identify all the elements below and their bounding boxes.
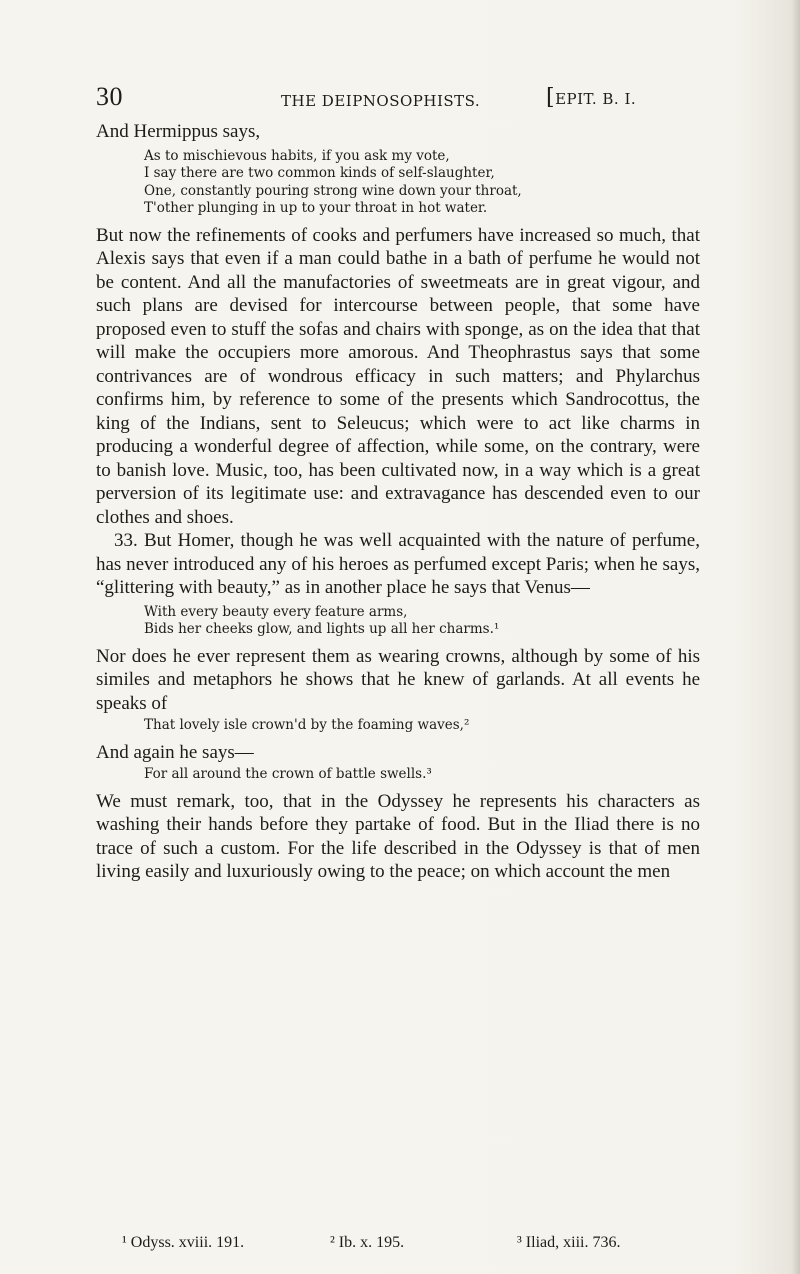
verse-line: As to mischievous habits, if you ask my vote, [144, 147, 450, 164]
verse-block [144, 717, 700, 735]
verse-line: Bids her cheeks glow, and lights up all her charms.¹ [144, 621, 500, 637]
verse-block [144, 148, 700, 218]
footnote: ¹ Odyss. xviii. 191. [122, 1234, 245, 1251]
body-text [96, 120, 700, 884]
verse-line: One, constantly pouring strong wine down your throat, [144, 182, 522, 199]
running-title: THE DEIPNOSOPHISTS. [281, 92, 481, 110]
paragraph: But now the refinements of cooks and perfumers have increased so much, that Alexis says that even if a man could bathe in a bath of perfume he would not be content. And all the manufactories of sweetmeats are in great vigour, and such plans are devised for intercourse between people, that some have proposed even to stuff the sofas and chairs with sponge, as on the idea that that will make the occupiers more amorous. And Theophrastus says that some contrivances are of wondrous efficacy in such matters; and Phylarchus confirms him, by reference to some of the presents which Sandrocottus, the king of the Indians, sent to Seleucus; which were to act like charms in producing a wonderful degree of affection, while some, on the contrary, were to banish love. Music, too, has been cultivated now, in a way which is a great perversion of its legitimate use: and extravagance has descended even to our clothes and shoes. [96, 224, 700, 528]
paragraph: And again he says— [96, 741, 254, 763]
verse-line: That lovely isle crown'd by the foaming waves,² [144, 717, 470, 733]
section-marker: [EPIT. B. I. [546, 85, 637, 110]
paragraph: 33. But Homer, though he was well acquainted with the nature of perfume, has never introduced any of his heroes as perfumed except Paris; when he says, “glittering with beauty,” as in another place he says that Venus— [96, 530, 700, 598]
verse-line: With every beauty every feature arms, [144, 603, 408, 620]
verse-line: For all around the crown of battle swells.³ [144, 766, 432, 782]
running-head [96, 82, 696, 111]
footnote: ³ Iliad, xiii. 736. [517, 1234, 621, 1251]
paragraph: And Hermippus says, [96, 121, 261, 142]
verse-line: I say there are two common kinds of self-slaughter, [144, 165, 495, 181]
page-number: 30 [96, 82, 123, 111]
footnote: ² Ib. x. 195. [330, 1234, 405, 1251]
verse-block [144, 604, 700, 639]
page-edge-shadow [790, 0, 800, 1274]
verse-line: T'other plunging in up to your throat in hot water. [144, 200, 488, 216]
section-label: EPIT. B. I. [555, 90, 637, 108]
paragraph: Nor does he ever represent them as wearing crowns, although by some of his similes and metaphors he shows that he knew of garlands. At all events he speaks of [96, 645, 700, 714]
paragraph: We must remark, too, that in the Odyssey he represents his characters as washing their hands before they partake of food. But in the Iliad there is no trace of such a custom. For the life described in the Odyssey is that of men living easily and luxuriously owing to the peace; on which account the men [96, 790, 700, 882]
verse-block [144, 766, 700, 784]
